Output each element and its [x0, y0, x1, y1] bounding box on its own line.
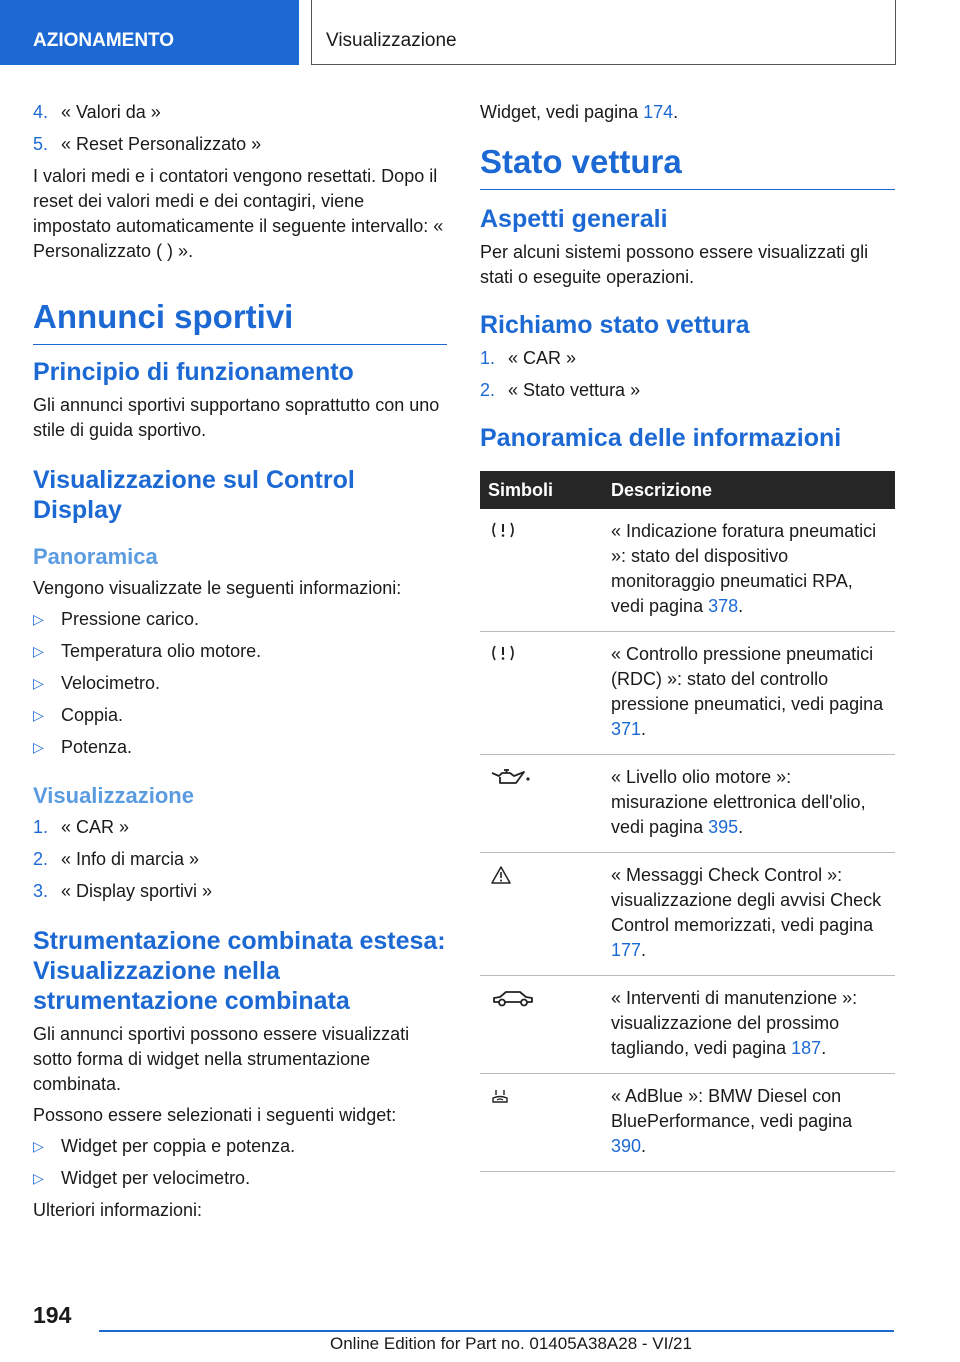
- table-header-row: [480, 471, 895, 509]
- list-item: 5. « Reset Personalizzato »: [33, 134, 262, 154]
- subsection-title-panoramica: Panoramica: [33, 544, 158, 569]
- table-row: [480, 509, 895, 632]
- display-steps: [33, 815, 447, 904]
- row-description: « Interventi di manutenzione »: visualizzazione del prossimo tagliando, vedi pagina 187.: [603, 976, 895, 1074]
- list-item: 1. « CAR »: [480, 348, 577, 368]
- section-title-principio: Principio di funzionamento: [33, 358, 354, 386]
- chapter-title-annunci-sportivi: Annunci sportivi: [33, 298, 447, 345]
- table-row: [480, 1074, 895, 1172]
- bullet-triangle-icon: ▷: [33, 643, 44, 659]
- page-link[interactable]: 371: [611, 719, 642, 739]
- bullet-triangle-icon: ▷: [33, 1138, 44, 1154]
- list-item: ▷ Widget per velocimetro.: [33, 1166, 447, 1191]
- list-item: ▷ Temperatura olio motore.: [33, 639, 447, 664]
- chapter-title-stato-vettura: Stato vettura: [480, 143, 895, 190]
- edition-note: Online Edition for Part no. 01405A38A28 - VI/21: [330, 1334, 692, 1353]
- general-text: Per alcuni sistemi possono essere visualizzati gli stati o eseguite operazioni.: [480, 242, 869, 287]
- overview-list: [33, 607, 447, 760]
- page-link[interactable]: 395: [708, 817, 739, 837]
- overview-text: Vengono visualizzate le seguenti informazioni:: [33, 578, 402, 598]
- section-title-panoramica-informazioni: Panoramica delle informazioni: [480, 424, 842, 452]
- oil-can-icon: [490, 767, 534, 787]
- page-link[interactable]: 174: [643, 102, 674, 122]
- ext-text: Gli annunci sportivi possono essere visualizzati sotto forma di widget nella strumentazione combinata.: [33, 1024, 410, 1094]
- table-row: [480, 853, 895, 976]
- section-title-richiamo: Richiamo stato vettura: [480, 311, 750, 339]
- more-info-text: Ulteriori informazioni:: [33, 1200, 203, 1220]
- warning-triangle-icon: [490, 865, 512, 885]
- row-description: « AdBlue »: BMW Diesel con BluePerformance, vedi pagina 390.: [603, 1074, 895, 1172]
- section-title-control-display: Visualizzazione sul Control Display: [33, 466, 355, 524]
- list-item: 2. « Stato vettura »: [480, 380, 641, 400]
- list-item: 1. « CAR »: [33, 817, 130, 837]
- table-row: [480, 976, 895, 1074]
- page-link[interactable]: 378: [708, 596, 739, 616]
- bullet-triangle-icon: ▷: [33, 707, 44, 723]
- table-row: [480, 632, 895, 755]
- principle-text: Gli annunci sportivi supportano soprattutto con uno stile di guida sportivo.: [33, 395, 440, 440]
- row-description: « Messaggi Check Control »: visualizzazione degli avvisi Check Control memorizzati, vedi pagina 177.: [603, 853, 895, 976]
- bullet-triangle-icon: ▷: [33, 1170, 44, 1186]
- tire-warning-icon: [490, 521, 516, 539]
- section-title-aspetti-generali: Aspetti generali: [480, 205, 668, 233]
- tire-warning-icon: [490, 644, 516, 662]
- header-section-label: AZIONAMENTO: [33, 30, 175, 51]
- page-link[interactable]: 177: [611, 940, 642, 960]
- widget-reference: Widget, vedi pagina 174.: [480, 102, 679, 122]
- subsection-title-visualizzazione: Visualizzazione: [33, 783, 194, 808]
- footer-divider: [99, 1330, 894, 1332]
- list-item: ▷ Coppia.: [33, 703, 447, 728]
- list-item: 3. « Display sportivi »: [33, 881, 213, 901]
- page-link[interactable]: 390: [611, 1136, 642, 1156]
- right-column: [480, 100, 895, 1172]
- list-item: ▷ Velocimetro.: [33, 671, 447, 696]
- header-chapter-label: Visualizzazione: [326, 30, 457, 51]
- widget-list: [33, 1134, 447, 1191]
- header-section-tab: [0, 0, 299, 65]
- car-service-icon: [490, 988, 536, 1008]
- bullet-triangle-icon: ▷: [33, 611, 44, 627]
- bullet-triangle-icon: ▷: [33, 675, 44, 691]
- bullet-triangle-icon: ▷: [33, 739, 44, 755]
- call-steps: [480, 346, 895, 403]
- page-number: 194: [33, 1302, 72, 1328]
- page-link[interactable]: 187: [791, 1038, 822, 1058]
- adblue-icon: [490, 1086, 510, 1106]
- left-column: [33, 100, 447, 1229]
- section-title-strumentazione-estesa: Strumentazione combinata estesa: Visualizzazione nella strumentazione combinata: [33, 927, 446, 1015]
- table-header-description: Descrizione: [603, 471, 895, 509]
- row-description: « Controllo pressione pneumatici (RDC) »: stato del controllo pressione pneumatici, vedi pagina 371.: [603, 632, 895, 755]
- table-header-symbols: Simboli: [480, 471, 603, 509]
- info-table: [480, 471, 895, 1172]
- reset-description: I valori medi e i contatori vengono resettati. Dopo il reset dei valori medi e dei contagiri, viene impostato automaticamente il seguente intervallo: « Personalizzato ( ) ».: [33, 166, 444, 261]
- reset-steps: [33, 100, 447, 157]
- header-chapter-tab: [311, 0, 896, 65]
- list-item: ▷ Potenza.: [33, 735, 447, 760]
- list-item: 4. « Valori da »: [33, 102, 161, 122]
- list-item: ▷ Widget per coppia e potenza.: [33, 1134, 447, 1159]
- list-item: 2. « Info di marcia »: [33, 849, 200, 869]
- row-description: « Indicazione foratura pneumatici »: stato del dispositivo monitoraggio pneumatici RPA, vedi pagina 378.: [603, 509, 895, 632]
- list-item: ▷ Pressione carico.: [33, 607, 447, 632]
- row-description: « Livello olio motore »: misurazione elettronica dell'olio, vedi pagina 395.: [603, 755, 895, 853]
- table-row: [480, 755, 895, 853]
- widgets-text: Possono essere selezionati i seguenti widget:: [33, 1105, 397, 1125]
